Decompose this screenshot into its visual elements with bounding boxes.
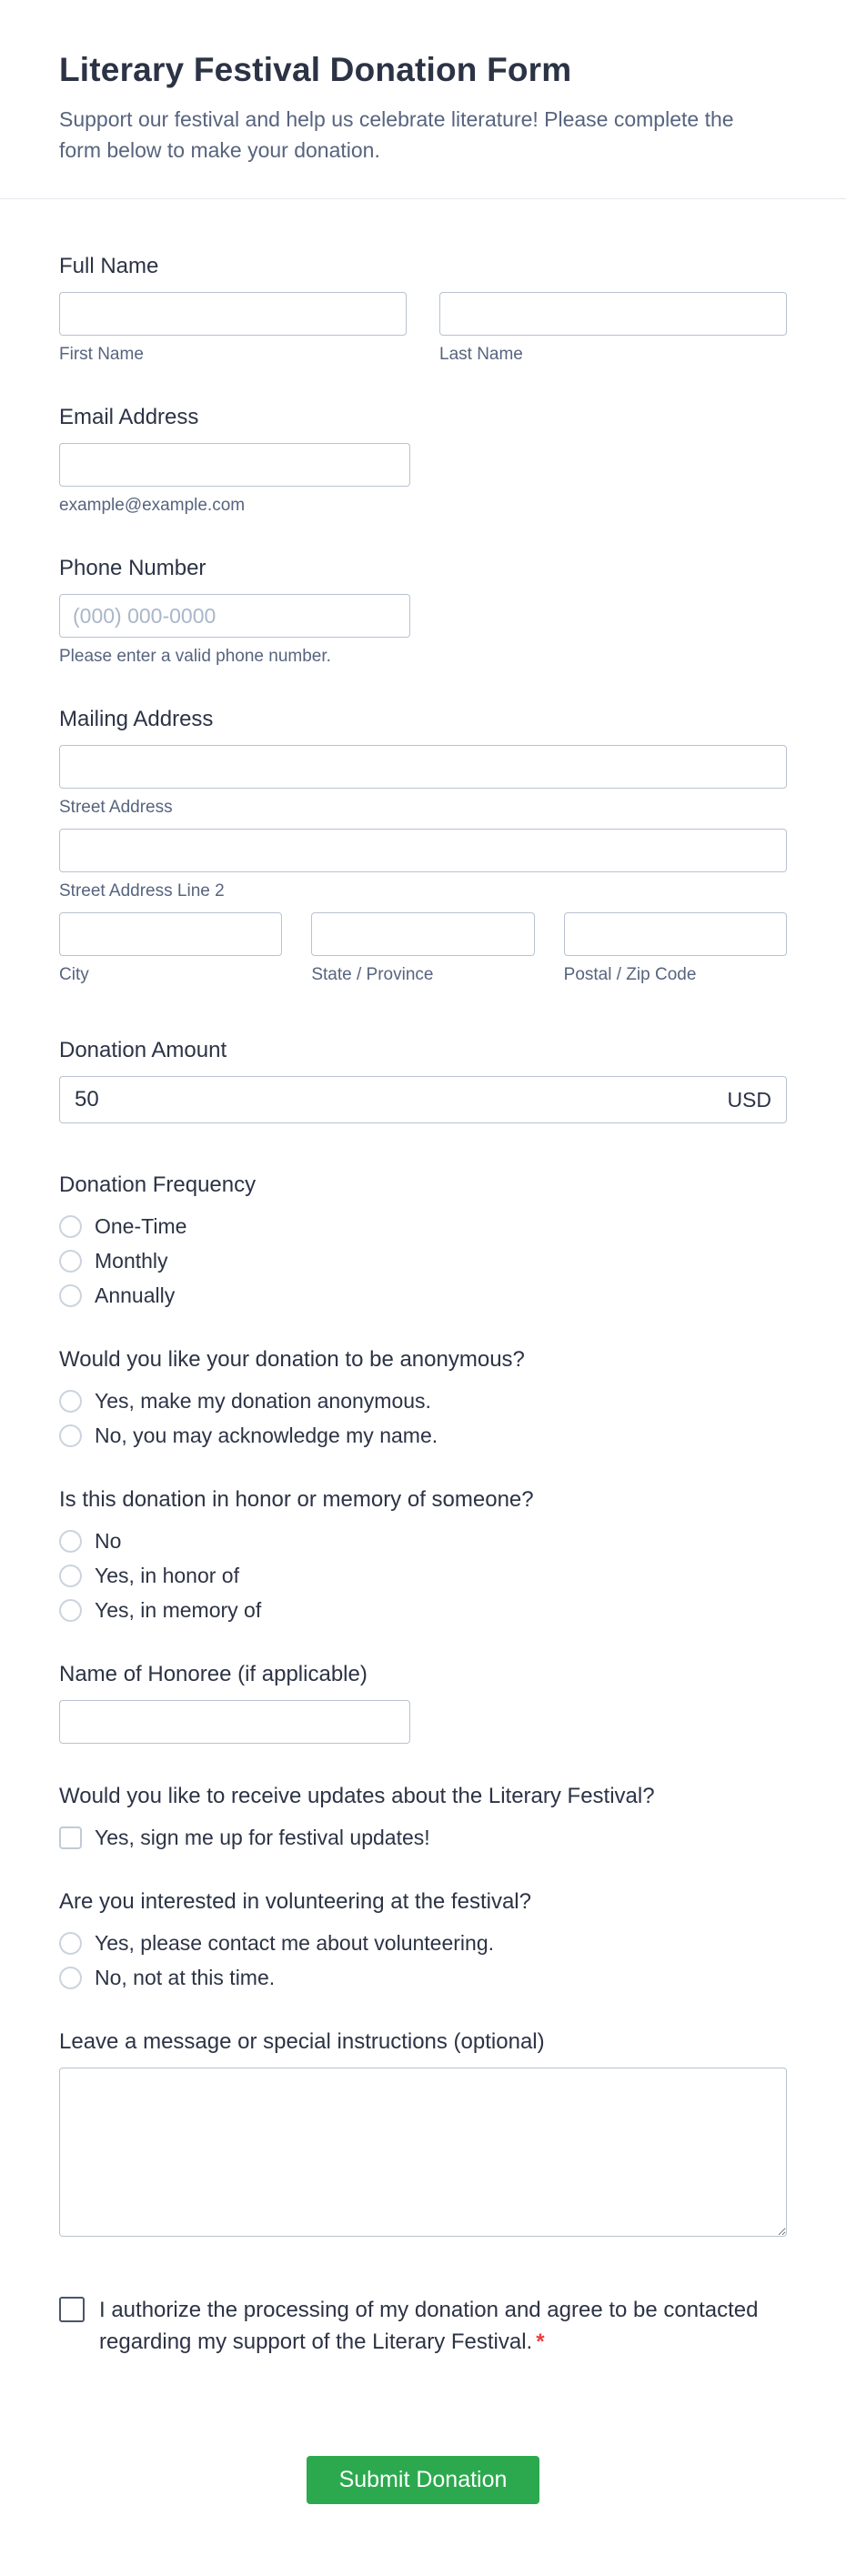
volunteer-option-yes-label: Yes, please contact me about volunteering. (95, 1930, 494, 1955)
page-title: Literary Festival Donation Form (59, 51, 572, 88)
field-donation-amount (59, 1038, 787, 1123)
message-label: Leave a message or special instructions (optional) (59, 2029, 545, 2054)
volunteer-option-yes[interactable] (59, 1926, 787, 1960)
submit-area (59, 2456, 787, 2568)
email-label: Email Address (59, 405, 199, 429)
radio-icon[interactable] (59, 1599, 82, 1622)
updates-option-signup-label: Yes, sign me up for festival updates! (95, 1825, 430, 1849)
message-textarea[interactable] (59, 2068, 787, 2237)
radio-icon[interactable] (59, 1215, 82, 1238)
street-address2-sublabel: Street Address Line 2 (59, 881, 225, 901)
honor-option-in-memory[interactable] (59, 1593, 787, 1627)
frequency-option-annually[interactable] (59, 1278, 787, 1313)
donation-amount-value: 50 (75, 1087, 99, 1112)
frequency-option-one-time-label: One-Time (95, 1213, 187, 1238)
radio-icon[interactable] (59, 1390, 82, 1413)
authorization-checkbox[interactable] (59, 2297, 85, 2322)
anonymous-label: Would you like your donation to be anonymous? (59, 1347, 525, 1372)
radio-icon[interactable] (59, 1284, 82, 1307)
donation-amount-label: Donation Amount (59, 1038, 227, 1062)
frequency-label: Donation Frequency (59, 1172, 257, 1197)
form-header (0, 0, 846, 198)
field-mailing-address (59, 707, 787, 985)
frequency-option-one-time[interactable] (59, 1209, 787, 1243)
honor-option-in-honor[interactable] (59, 1558, 787, 1593)
last-name-sublabel: Last Name (439, 345, 523, 364)
anonymous-option-yes[interactable] (59, 1384, 787, 1418)
field-full-name (59, 254, 787, 365)
volunteer-label: Are you interested in volunteering at the festival? (59, 1889, 531, 1914)
email-sublabel: example@example.com (59, 496, 246, 515)
city-input[interactable] (59, 912, 282, 956)
street-address-sublabel: Street Address (59, 798, 173, 817)
frequency-option-monthly[interactable] (59, 1243, 787, 1278)
honoree-input[interactable] (59, 1700, 410, 1744)
city-sublabel: City (59, 965, 89, 984)
phone-sublabel: Please enter a valid phone number. (59, 647, 331, 666)
form-body (0, 199, 846, 2568)
full-name-label: Full Name (59, 254, 159, 278)
radio-icon[interactable] (59, 1424, 82, 1447)
radio-icon[interactable] (59, 1967, 82, 1989)
required-asterisk: * (536, 2329, 545, 2354)
volunteer-option-no-label: No, not at this time. (95, 1965, 276, 1989)
honoree-label: Name of Honoree (if applicable) (59, 1662, 368, 1686)
donation-amount-input[interactable] (59, 1076, 787, 1123)
last-name-input[interactable] (439, 292, 787, 336)
radio-icon[interactable] (59, 1932, 82, 1955)
field-donation-frequency (59, 1172, 787, 1313)
email-input[interactable] (59, 443, 410, 487)
field-festival-updates (59, 1784, 787, 1855)
honor-label: Is this donation in honor or memory of someone? (59, 1487, 534, 1512)
honor-option-in-memory-label: Yes, in memory of (95, 1597, 262, 1622)
checkbox-icon[interactable] (59, 1826, 82, 1849)
field-email (59, 405, 787, 516)
street-address2-input[interactable] (59, 829, 787, 872)
honor-option-no[interactable] (59, 1524, 787, 1558)
anonymous-option-yes-label: Yes, make my donation anonymous. (95, 1388, 431, 1413)
frequency-option-annually-label: Annually (95, 1283, 176, 1307)
donation-currency-label: USD (727, 1087, 771, 1112)
anonymous-option-no-label: No, you may acknowledge my name. (95, 1423, 438, 1447)
field-honor-memory (59, 1487, 787, 1627)
field-honoree-name (59, 1662, 787, 1744)
postal-input[interactable] (564, 912, 787, 956)
radio-icon[interactable] (59, 1250, 82, 1273)
postal-sublabel: Postal / Zip Code (563, 965, 697, 984)
field-phone (59, 556, 787, 667)
first-name-input[interactable] (59, 292, 407, 336)
address-label: Mailing Address (59, 707, 214, 731)
page-subtitle: Support our festival and help us celebrate literature! Please complete the form below to make your donation. (59, 107, 734, 162)
first-name-sublabel: First Name (59, 345, 144, 364)
submit-donation-button[interactable]: Submit Donation (307, 2456, 540, 2504)
anonymous-option-no[interactable] (59, 1418, 787, 1453)
radio-icon[interactable] (59, 1565, 82, 1587)
street-address-input[interactable] (59, 745, 787, 789)
field-authorization (59, 2294, 787, 2358)
phone-input[interactable] (59, 594, 410, 638)
radio-icon[interactable] (59, 1530, 82, 1553)
phone-label: Phone Number (59, 556, 206, 580)
state-input[interactable] (311, 912, 534, 956)
honor-option-in-honor-label: Yes, in honor of (95, 1563, 239, 1587)
field-message (59, 2029, 787, 2241)
authorization-text (99, 2294, 781, 2358)
frequency-option-monthly-label: Monthly (95, 1248, 168, 1273)
updates-label: Would you like to receive updates about the Literary Festival? (59, 1784, 655, 1808)
field-anonymous (59, 1347, 787, 1453)
state-sublabel: State / Province (311, 965, 434, 984)
authorization-statement: I authorize the processing of my donation and agree to be contacted regarding my support of the Literary Festival. (99, 2298, 759, 2354)
honor-option-no-label: No (95, 1528, 122, 1553)
field-volunteering (59, 1889, 787, 1995)
volunteer-option-no[interactable] (59, 1960, 787, 1995)
updates-option-signup[interactable] (59, 1820, 787, 1855)
